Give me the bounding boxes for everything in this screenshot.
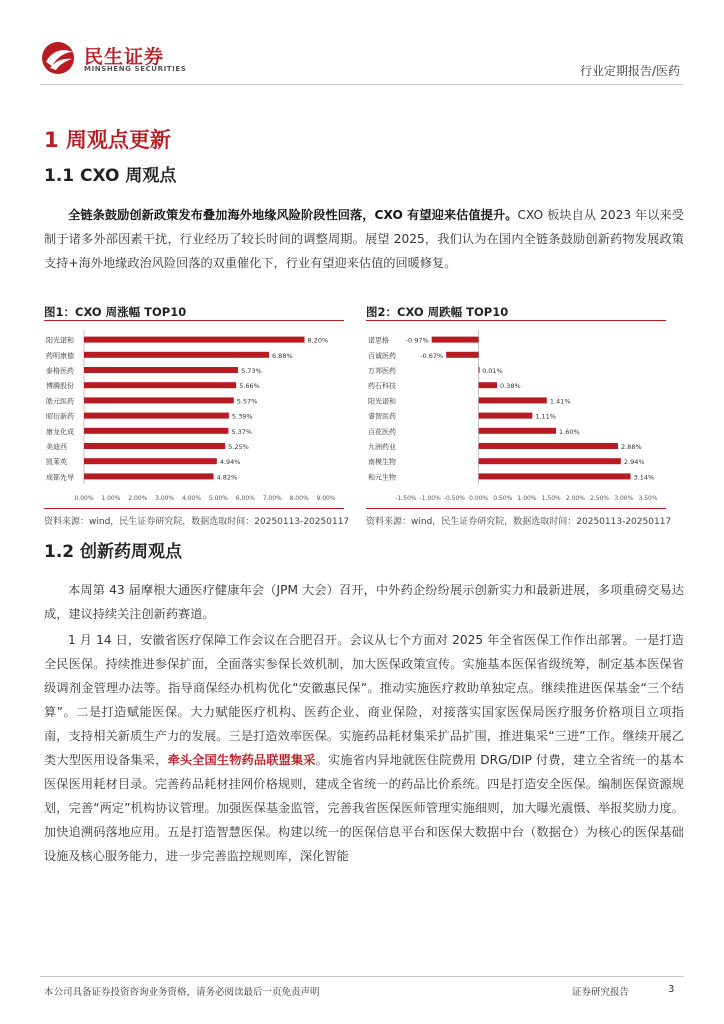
fig2-bar bbox=[479, 473, 631, 479]
fig2-category-label: 睿智医药 bbox=[368, 412, 396, 421]
fig2-value-label: 1.11% bbox=[535, 412, 556, 421]
fig2-value-label: 3.14% bbox=[633, 473, 655, 482]
fig1-category-label: 博腾股份 bbox=[46, 382, 74, 391]
fig2-tick-label: 1.50% bbox=[541, 495, 561, 502]
cxo-paragraph bbox=[44, 203, 684, 275]
fig1-value-label: 5.57% bbox=[236, 397, 258, 406]
fig1-value-label: 5.39% bbox=[231, 412, 253, 421]
fig1-category-label: 泰格医药 bbox=[46, 367, 74, 375]
fig1-value-label: 5.66% bbox=[239, 382, 260, 391]
fig1-value-label: 5.37% bbox=[231, 427, 253, 436]
fig1-bar bbox=[84, 367, 238, 373]
subsection-title-cxo: 1.1 CXO 周观点 bbox=[44, 166, 177, 186]
fig2-value-label: -0.97% bbox=[405, 336, 429, 345]
innovation-paragraph-1-text: 本周第 43 届摩根大通医疗健康年会（JPM 大会）召开，中外药企纷纷展示创新实力和最新进展，多项重磅交易达成，建议持续关注创新药赛道。 bbox=[44, 583, 684, 621]
fig2-bar bbox=[479, 413, 533, 419]
fig2-tick-label: 3.00% bbox=[614, 495, 634, 502]
fig2-tick-label: 0.00% bbox=[469, 495, 489, 502]
fig1-value-label: 5.25% bbox=[228, 443, 249, 451]
subsection-title-innovation: 1.2 创新药周观点 bbox=[44, 542, 183, 562]
fig2-value-label: 2.88% bbox=[620, 443, 642, 451]
fig1-tick-label: 0.00% bbox=[74, 495, 94, 502]
figure1-title: 图1：CXO 周涨幅 TOP10 bbox=[44, 305, 187, 319]
fig2-bar bbox=[479, 458, 621, 464]
fig2-category-label: 南模生物 bbox=[368, 458, 396, 467]
figure2-title: 图2：CXO 周跌幅 TOP10 bbox=[366, 305, 509, 319]
fig2-tick-label: 2.50% bbox=[590, 495, 610, 502]
fig2-value-label: -0.67% bbox=[420, 351, 444, 360]
fig2-bar bbox=[446, 352, 478, 358]
header-divider bbox=[40, 84, 684, 85]
innovation-paragraph-1 bbox=[44, 578, 684, 626]
logo-chinese-name: 民生证券 bbox=[84, 46, 165, 68]
fig1-bar bbox=[84, 337, 304, 343]
fig1-category-label: 康龙化成 bbox=[46, 427, 74, 436]
fig1-bar bbox=[84, 397, 234, 403]
fig2-category-label: 诺思格 bbox=[368, 336, 389, 345]
fig2-bar bbox=[479, 397, 547, 403]
fig1-bar bbox=[84, 443, 225, 449]
fig2-tick-label: 1.00% bbox=[517, 495, 537, 502]
innovation-paragraph-2-part-a: 1 月 14 日，安徽省医疗保障工作会议在合肥召开。会议从七个方面对 2025 年全省医保工作作出部署。一是打造全民医保。持续推进参保扩面，全面落实参保长效机制，加大医保政策宣传。实施基本医保省级统筹，制定基本医保省级调剂金管理办法等。指导商保经办机构优化“安徽惠民保”。推动实施医疗救助单独定点。继续推进医保基金“三个结算”。二是打造赋能医保。大力赋能医疗机构、医药企业、商业保险，对接落实国家医保局医疗服务价格项目立项指南，支持相关新质生产力的发展。三是打造效率医保。实施药品耗材集采扩品扩围，推进集采“三进”工作。继续开展乙类大型医用设备集采， bbox=[44, 633, 684, 767]
cxo-paragraph-lead: 全链条鼓励创新政策发布叠加海外地缘风险阶段性回落，CXO 有望迎来估值提升。 bbox=[68, 208, 518, 222]
innovation-highlight: 牵头全国生物药品联盟集采 bbox=[167, 753, 316, 767]
fig1-category-label: 昭衍新药 bbox=[46, 412, 74, 421]
fig1-category-label: 美迪西 bbox=[46, 443, 67, 451]
fig1-bar bbox=[84, 428, 228, 434]
innovation-paragraph-2-part-b: 。实施省内异地就医住院费用 DRG/DIP 付费，建立全省统一的基本医保医用耗材目录。完善药品耗材挂网价格规则，建成全省统一的药品比价系统。四是打造安全医保。编制医保资源规划，完善“两定”机构协议管理。加强医保基金监管，完善我省医保医师管理实施细则，加大曝光震慑、举报奖励力度。加快追溯码落地应用。五是打造智慧医保。构建以统一的医保信息平台和医保大数据中台（数据仓）为核心的医保基础设施及核心服务能力，进一步完善监控规则库，深化智能 bbox=[44, 753, 685, 863]
fig2-category-label: 药石科技 bbox=[368, 382, 396, 391]
fig2-bar bbox=[479, 367, 480, 373]
fig1-bar bbox=[84, 458, 217, 464]
figure2-bottom-rule bbox=[366, 508, 666, 509]
fig1-category-label: 皓元医药 bbox=[46, 397, 74, 406]
fig2-tick-label: 3.50% bbox=[638, 495, 658, 502]
fig2-value-label: 1.41% bbox=[549, 397, 571, 406]
fig2-value-label: 1.60% bbox=[559, 427, 580, 436]
footer-disclaimer: 本公司具备证券投资咨询业务资格，请务必阅读最后一页免责声明 bbox=[44, 987, 320, 998]
fig2-category-label: 和元生物 bbox=[368, 473, 396, 482]
fig1-tick-label: 1.00% bbox=[101, 495, 121, 502]
fig2-tick-label: -1.00% bbox=[419, 495, 441, 502]
fig1-category-label: 凯莱英 bbox=[46, 458, 67, 467]
fig2-value-label: 0.38% bbox=[499, 382, 521, 391]
fig1-value-label: 4.94% bbox=[219, 458, 241, 467]
fig2-value-label: 0.01% bbox=[482, 367, 503, 375]
fig1-category-label: 药明康德 bbox=[46, 351, 74, 360]
fig2-tick-label: 0.50% bbox=[493, 495, 513, 502]
fig1-value-label: 8.20% bbox=[307, 336, 329, 345]
fig2-category-label: 百花医药 bbox=[368, 427, 396, 436]
fig1-value-label: 5.73% bbox=[241, 367, 262, 375]
report-type: 行业定期报告/医药 bbox=[579, 64, 680, 78]
fig2-bar bbox=[479, 428, 556, 434]
fig1-value-label: 6.88% bbox=[271, 351, 293, 360]
figure2-top-rule bbox=[366, 320, 666, 321]
fig2-category-label: 百诚医药 bbox=[368, 351, 396, 360]
cxo-paragraph-body: CXO 板块自从 2023 年以来受制于诸多外部因素干扰，行业经历了较长时间的调整周期。展望 2025，我们认为在国内全链条鼓励创新药物发展政策支持+海外地缘政治风险回落的双重催化下，行业有望迎来估值的回暖修复。 bbox=[44, 208, 684, 270]
fig1-category-label: 成都先导 bbox=[46, 473, 74, 482]
fig2-value-label: 2.94% bbox=[623, 458, 645, 467]
logo-english-name: MINSHENG SECURITIES bbox=[84, 65, 187, 73]
fig1-category-label: 阳光诺和 bbox=[46, 336, 74, 345]
fig2-bar bbox=[432, 337, 479, 343]
figure2-chart bbox=[366, 326, 666, 506]
fig2-category-label: 万邦医药 bbox=[368, 367, 396, 375]
innovation-paragraph-2 bbox=[44, 628, 684, 868]
footer-label: 证券研究报告 bbox=[572, 987, 630, 998]
fig1-tick-label: 6.00% bbox=[235, 495, 255, 502]
fig2-tick-label: -0.50% bbox=[443, 495, 466, 502]
figure1-bottom-rule bbox=[44, 508, 344, 509]
fig2-bar bbox=[479, 443, 618, 449]
company-logo bbox=[40, 38, 240, 78]
fig1-tick-label: 5.00% bbox=[208, 495, 228, 502]
fig2-category-label: 阳光诺和 bbox=[368, 397, 396, 406]
fig1-bar bbox=[84, 382, 236, 388]
fig1-value-label: 4.82% bbox=[216, 473, 238, 482]
page-number: 3 bbox=[668, 984, 675, 995]
figure1-chart bbox=[44, 326, 344, 506]
fig1-bar bbox=[84, 352, 269, 358]
fig2-tick-label: -1.50% bbox=[395, 495, 417, 502]
fig2-bar bbox=[479, 382, 497, 388]
fig1-tick-label: 3.00% bbox=[155, 495, 175, 502]
footer-divider bbox=[40, 976, 684, 977]
fig1-bar bbox=[84, 473, 214, 479]
fig1-tick-label: 2.00% bbox=[128, 495, 148, 502]
fig1-tick-label: 9.00% bbox=[316, 495, 336, 502]
minsheng-logo-icon bbox=[40, 40, 78, 76]
section-title: 1 周观点更新 bbox=[44, 128, 171, 152]
fig2-category-label: 九洲药业 bbox=[368, 443, 396, 451]
figure2-source: 资料来源：wind，民生证券研究院，数据选取时间：20250113-20250117 bbox=[366, 517, 672, 527]
fig2-tick-label: 2.00% bbox=[565, 495, 585, 502]
fig1-tick-label: 4.00% bbox=[182, 495, 202, 502]
fig1-tick-label: 8.00% bbox=[289, 495, 309, 502]
fig1-bar bbox=[84, 413, 229, 419]
figure1-top-rule bbox=[44, 320, 344, 321]
figure1-source: 资料来源：wind，民生证券研究院，数据选取时间：20250113-20250117 bbox=[44, 517, 350, 527]
fig1-tick-label: 7.00% bbox=[262, 495, 282, 502]
